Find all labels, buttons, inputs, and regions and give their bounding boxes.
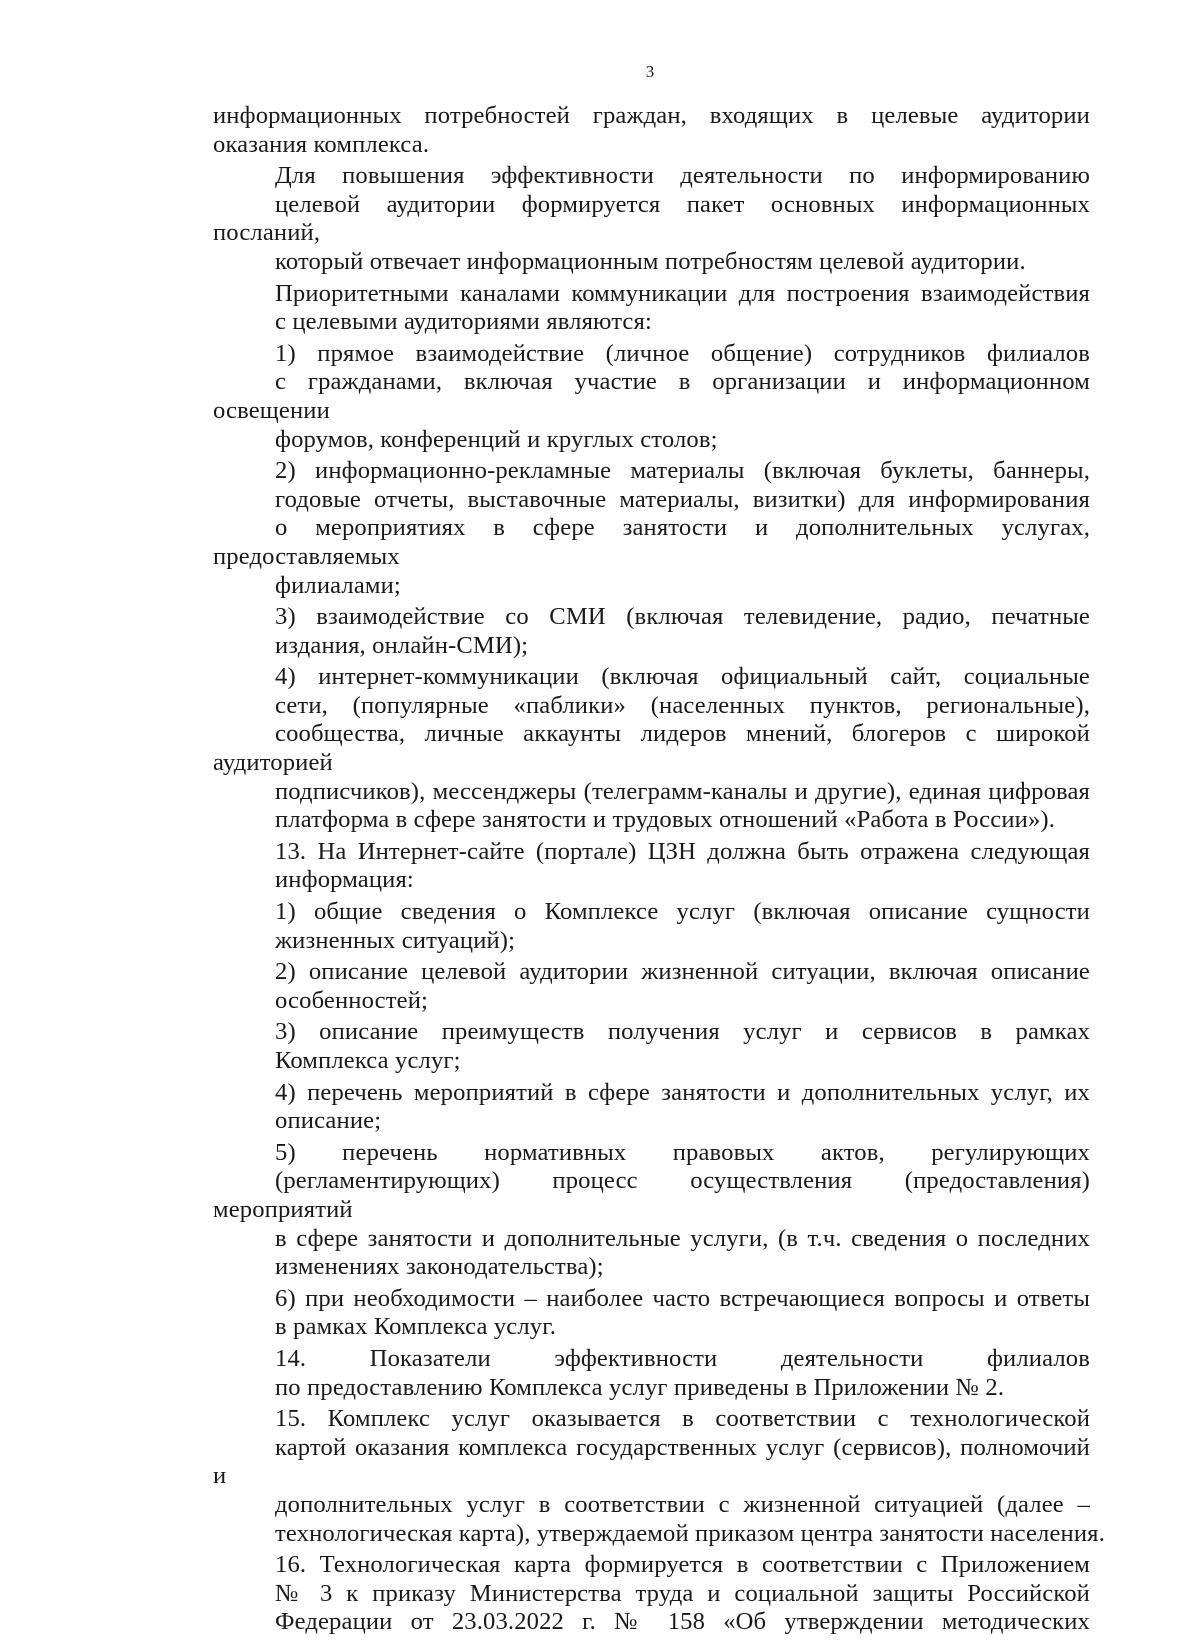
- text-line: 16. Технологическая карта формируется в соответствии с Приложением: [275, 1551, 1090, 1579]
- text-line: особенностей;: [275, 986, 428, 1014]
- text-line: технологическая карта), утверждаемой приказом центра занятости населения.: [275, 1519, 1105, 1547]
- text-line: Комплекса услуг;: [275, 1047, 461, 1074]
- text-line: 2) информационно-рекламные материалы (включая буклеты, баннеры,: [275, 457, 1090, 485]
- text-line: целевой аудитории формируется пакет основных информационных посланий,: [213, 190, 1090, 247]
- text-line: (регламентирующих) процесс осуществления (предоставления) мероприятий: [213, 1167, 1090, 1223]
- text-line: 14. Показатели эффективности деятельности филиалов: [275, 1344, 1090, 1372]
- text-line: 3) описание преимуществ получения услуг и сервисов в рамках: [275, 1018, 1090, 1046]
- paragraph: [213, 838, 1090, 895]
- text-line: по предоставлению Комплекса услуг приведены в Приложении № 2.: [275, 1373, 1005, 1401]
- text-line: дополнительных услуг в соответствии с жизненной ситуацией (далее –: [275, 1490, 1090, 1518]
- paragraph: [213, 457, 1090, 600]
- text-line: 15. Комплекс услуг оказывается в соответствии с технологической: [275, 1405, 1090, 1433]
- text-line: Приоритетными каналами коммуникации для построения взаимодействия: [275, 279, 1090, 307]
- text-line: с гражданами, включая участие в организации и информационном освещении: [213, 368, 1090, 424]
- paragraph: [213, 603, 1090, 660]
- text-line: издания, онлайн-СМИ);: [275, 631, 529, 659]
- paragraph: [213, 1018, 1090, 1075]
- text-line: 5) перечень нормативных правовых актов, регулирующих: [275, 1138, 1090, 1166]
- text-line: сети, (популярные «паблики» (населенных пунктов, региональные),: [275, 691, 1090, 719]
- document-body: [213, 102, 1105, 1640]
- text-line: 13. На Интернет-сайте (портале) ЦЗН должна быть отражена следующая: [275, 837, 1090, 865]
- text-line: жизненных ситуаций);: [275, 926, 516, 954]
- text-line: о мероприятиях в сфере занятости и дополнительных услугах, предоставляемых: [213, 514, 1090, 570]
- paragraph: [213, 1079, 1090, 1136]
- paragraph: [213, 162, 1090, 276]
- text-line: информация:: [275, 866, 414, 894]
- text-line: который отвечает информационным потребностям целевой аудитории.: [275, 247, 1026, 275]
- text-line: изменениях законодательства);: [275, 1253, 604, 1281]
- text-line: информационных потребностей граждан, входящих в целевые аудитории: [213, 102, 1090, 129]
- text-line: оказания комплекса.: [213, 130, 430, 158]
- text-line: подписчиков), мессенджеры (телеграмм-каналы и другие), единая цифровая: [275, 777, 1090, 805]
- text-line: платформа в сфере занятости и трудовых отношений «Работа в России»).: [275, 806, 1056, 834]
- paragraph: [213, 1405, 1105, 1548]
- text-line: 4) интернет-коммуникации (включая официальный сайт, социальные: [275, 663, 1090, 691]
- text-line: в рамках Комплекса услуг.: [275, 1313, 557, 1341]
- text-line: Федерации от 23.03.2022 г. № 158 «Об утверждении методических: [275, 1608, 1090, 1636]
- text-line: годовые отчеты, выставочные материалы, визитки) для информирования: [275, 485, 1090, 513]
- text-line: в сфере занятости и дополнительные услуги, (в т.ч. сведения о последних: [275, 1224, 1090, 1252]
- text-line: 4) перечень мероприятий в сфере занятости и дополнительных услуг, их: [275, 1078, 1090, 1106]
- text-line: 3) взаимодействие со СМИ (включая телевидение, радио, печатные: [275, 603, 1090, 631]
- text-line: сообщества, личные аккаунты лидеров мнений, блогеров с широкой аудиторией: [213, 720, 1090, 777]
- page-number: 3: [645, 62, 655, 81]
- text-line: 2) описание целевой аудитории жизненной ситуации, включая описание: [275, 958, 1090, 986]
- text-line: описание;: [275, 1107, 382, 1135]
- paragraph: [213, 898, 1090, 955]
- paragraph: [213, 663, 1090, 835]
- paragraph: [213, 102, 1090, 159]
- paragraph: [213, 1345, 1090, 1402]
- paragraph: [213, 958, 1090, 1015]
- text-line: № 3 к приказу Министерства труда и социальной защиты Российской: [275, 1579, 1090, 1607]
- paragraph: [213, 1285, 1090, 1342]
- text-line: 6) при необходимости – наиболее часто встречающиеся вопросы и ответы: [275, 1284, 1090, 1312]
- text-line: картой оказания комплекса государственных услуг (сервисов), полномочий и: [213, 1433, 1090, 1490]
- text-line: филиалами;: [275, 571, 401, 599]
- paragraph: [213, 340, 1090, 454]
- text-line: с целевыми аудиториями являются:: [275, 308, 652, 336]
- paragraph: [213, 280, 1090, 337]
- text-line: Для повышения эффективности деятельности по информированию: [275, 162, 1090, 190]
- paragraph: [213, 1551, 1090, 1637]
- text-line: форумов, конференций и круглых столов;: [275, 425, 718, 453]
- text-line: 1) прямое взаимодействие (личное общение) сотрудников филиалов: [275, 339, 1090, 367]
- paragraph: [213, 1139, 1090, 1282]
- text-line: 1) общие сведения о Комплексе услуг (включая описание сущности: [275, 898, 1090, 926]
